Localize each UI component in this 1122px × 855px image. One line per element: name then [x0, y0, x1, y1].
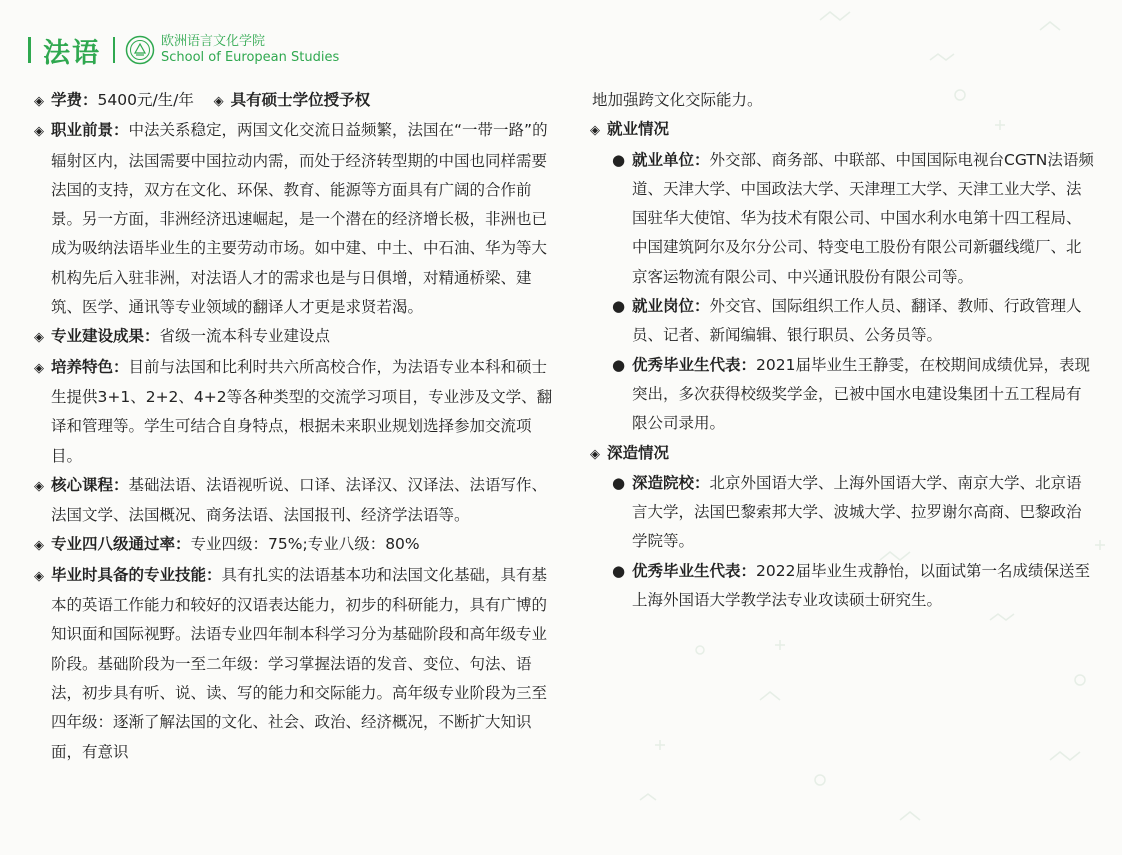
employer-item: [610, 146, 1095, 292]
page-title: 法语: [43, 37, 101, 69]
dot-bullet-icon: ●: [612, 473, 626, 492]
position-label: 就业岗位：: [632, 297, 710, 316]
diamond-bullet-icon: ◈: [34, 94, 44, 109]
study-rep-label: 优秀毕业生代表：: [632, 561, 757, 580]
feature-label: 培养特色：: [51, 357, 129, 376]
dot-bullet-icon: ●: [612, 561, 626, 580]
diamond-bullet-icon: ◈: [590, 446, 600, 462]
diamond-bullet-icon: ◈: [34, 330, 44, 346]
prospect-label: 职业前景：: [51, 121, 129, 140]
pass-rate-text: 专业四级：75%;专业八级：80%: [190, 535, 420, 554]
title-divider: [113, 37, 115, 63]
tuition-value: 5400元/生/年: [97, 91, 194, 109]
school-name: [161, 34, 339, 66]
diamond-bullet-icon: ◈: [34, 568, 44, 584]
feature-text: 目前与法国和比利时共六所高校合作，为法语专业本科和硕士生提供3+1、2+2、4+2等各种类型的交流学习项目，专业涉及文学、翻译和管理等。学生可结合自身特点，根据未来职业规划选择参加交流项目。: [51, 357, 553, 465]
feature-item: [34, 353, 562, 471]
course-label: 核心课程：: [51, 475, 129, 494]
employment-heading-item: [590, 115, 1095, 145]
dot-bullet-icon: ●: [612, 355, 626, 374]
prospect-text: 中法关系稳定，两国文化交流日益频繁，法国在“一带一路”的辐射区内，法国需要中国拉动内需，而处于经济转型期的中国也同样需要法国的支持，双方在文化、环保、教育、能源等方面具有广阔的合作前景。另一方面，非洲经济迅速崛起，是一个潜在的经济增长极，非洲也已成为吸纳法语毕业生的主要劳动市场。如中建、中土、中石油、华为等大机构先后入驻非洲，对法语人才的需求也是与日俱增，对精通桥梁、建筑、医学、通讯等专业领域的翻译人才更是求贤若渴。: [51, 121, 548, 317]
further-school-item: [610, 469, 1095, 557]
employment-heading: 就业情况: [607, 120, 670, 139]
further-school-text: 北京外国语大学、上海外国语大学、南京大学、北京语言大学，法国巴黎索邦大学、波城大学、拉罗谢尔高商、巴黎政治学院等。: [632, 473, 1082, 551]
position-item: [610, 292, 1095, 351]
skill-item: [34, 561, 562, 767]
diamond-bullet-icon: ◈: [590, 123, 600, 139]
page-header: [28, 30, 339, 70]
degree-label: 具有硕士学位授予权: [230, 91, 371, 109]
tuition-item: [34, 86, 562, 116]
position-text: 外交官、国际组织工作人员、翻译、教师、行政管理人员、记者、新闻编辑、银行职员、公务员等。: [632, 297, 1082, 345]
school-name-en: School of European Studies: [161, 50, 340, 65]
skill-continuation: 地加强跨文化交际能力。: [592, 91, 763, 109]
school-name-cn: 欧洲语言文化学院: [161, 34, 266, 49]
title-accent-bar: [28, 37, 31, 63]
right-column: [590, 86, 1095, 615]
course-item: [34, 471, 562, 531]
diamond-bullet-icon: ◈: [213, 94, 224, 109]
diamond-bullet-icon: ◈: [34, 538, 44, 554]
employer-label: 就业单位：: [632, 150, 710, 169]
diamond-bullet-icon: ◈: [34, 478, 44, 494]
study-heading-item: [590, 439, 1095, 469]
skill-label: 毕业时具备的专业技能：: [51, 565, 222, 584]
graduate-rep-label: 优秀毕业生代表：: [632, 355, 757, 374]
dot-bullet-icon: ●: [612, 297, 626, 316]
further-school-label: 深造院校：: [632, 473, 710, 492]
skill-text: 具有扎实的法语基本功和法国文化基础，具有基本的英语工作能力和较好的汉语表达能力，初步的科研能力，具有广博的知识面和国际视野。法语专业四年制本科学习分为基础阶段和高年级专业阶段。基础阶段为一至二年级：学习掌握法语的发音、变位、句法、语法，初步具有听、说、读、写的能力和交际能力。高年级专业阶段为三至四年级：逐渐了解法国的文化、社会、政治、经济概况，不断扩大知识面，有意识: [51, 565, 548, 761]
course-text: 基础法语、法语视听说、口译、法译汉、汉译法、法语写作、法国文学、法国概况、商务法语、法国报刊、经济学法语等。: [51, 475, 548, 525]
pass-rate-item: [34, 530, 562, 560]
pass-rate-label: 专业四八级通过率：: [51, 535, 191, 554]
achievement-label: 专业建设成果：: [51, 327, 160, 346]
employer-text: 外交部、商务部、中联部、中国国际电视台CGTN法语频道、天津大学、中国政法大学、天津理工大学、天津工业大学、法国驻华大使馆、华为技术有限公司、中国水利水电第十四工程局、中国建筑阿尔及尔分公司、特变电工股份有限公司新疆线缆厂、北京客运物流有限公司、中兴通讯股份有限公司等。: [632, 150, 1094, 286]
dot-bullet-icon: ●: [612, 150, 626, 169]
achievement-item: [34, 322, 562, 352]
study-rep-text: 2022届毕业生戎静怡，以面试第一名成绩保送至上海外国语大学教学法专业攻读硕士研究生。: [632, 561, 1090, 610]
graduate-rep-text: 2021届毕业生王静雯，在校期间成绩优异，表现突出，多次获得校级奖学金，已被中国水电建设集团十五工程局有限公司录用。: [632, 355, 1090, 433]
graduate-rep-item: [610, 351, 1095, 439]
school-logo-icon: [125, 35, 155, 65]
study-heading: 深造情况: [607, 443, 670, 462]
achievement-text: 省级一流本科专业建设点: [159, 327, 331, 346]
left-column: [34, 86, 562, 767]
diamond-bullet-icon: ◈: [34, 360, 44, 376]
prospect-item: [34, 116, 562, 322]
tuition-label: 学费：: [51, 91, 98, 109]
study-rep-item: [610, 557, 1095, 616]
diamond-bullet-icon: ◈: [34, 124, 44, 140]
